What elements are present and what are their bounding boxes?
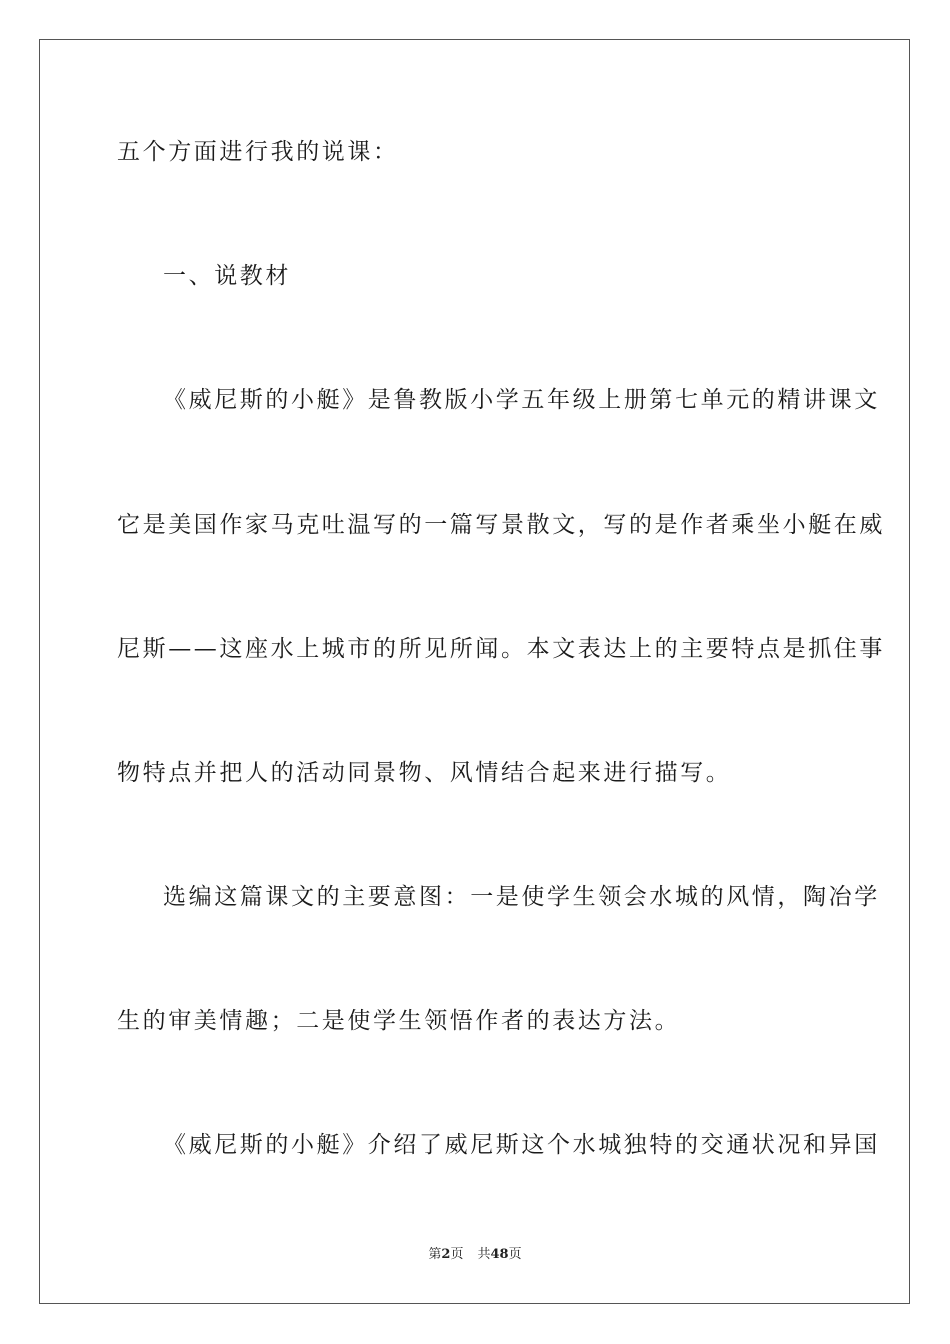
body-text-line: 《威尼斯的小艇》介绍了威尼斯这个水城独特的交通状况和异国	[163, 1132, 880, 1158]
body-text-line: 生的审美情趣；二是使学生领悟作者的表达方法。	[117, 1008, 681, 1034]
page-suffix: 页	[450, 1247, 464, 1262]
body-text-line: 它是美国作家马克吐温写的一篇写景散文，写的是作者乘坐小艇在威	[117, 512, 885, 538]
total-suffix: 页	[508, 1247, 522, 1262]
page-footer	[0, 1246, 950, 1264]
total-pages: 48	[490, 1247, 509, 1262]
body-text-line: 《威尼斯的小艇》是鲁教版小学五年级上册第七单元的精讲课文	[163, 387, 880, 413]
page-number: 2	[441, 1247, 451, 1262]
body-text-line: 物特点并把人的活动同景物、风情结合起来进行描写。	[117, 760, 732, 786]
page-prefix: 第	[428, 1247, 442, 1262]
body-text-line: 选编这篇课文的主要意图：一是使学生领会水城的风情，陶冶学	[163, 884, 880, 910]
total-prefix: 共	[477, 1247, 491, 1262]
body-text-line: 尼斯——这座水上城市的所见所闻。本文表达上的主要特点是抓住事	[117, 636, 885, 662]
page-border	[39, 39, 910, 1304]
body-text-line: 五个方面进行我的说课：	[117, 139, 399, 165]
section-heading: 一、说教材	[163, 263, 291, 289]
